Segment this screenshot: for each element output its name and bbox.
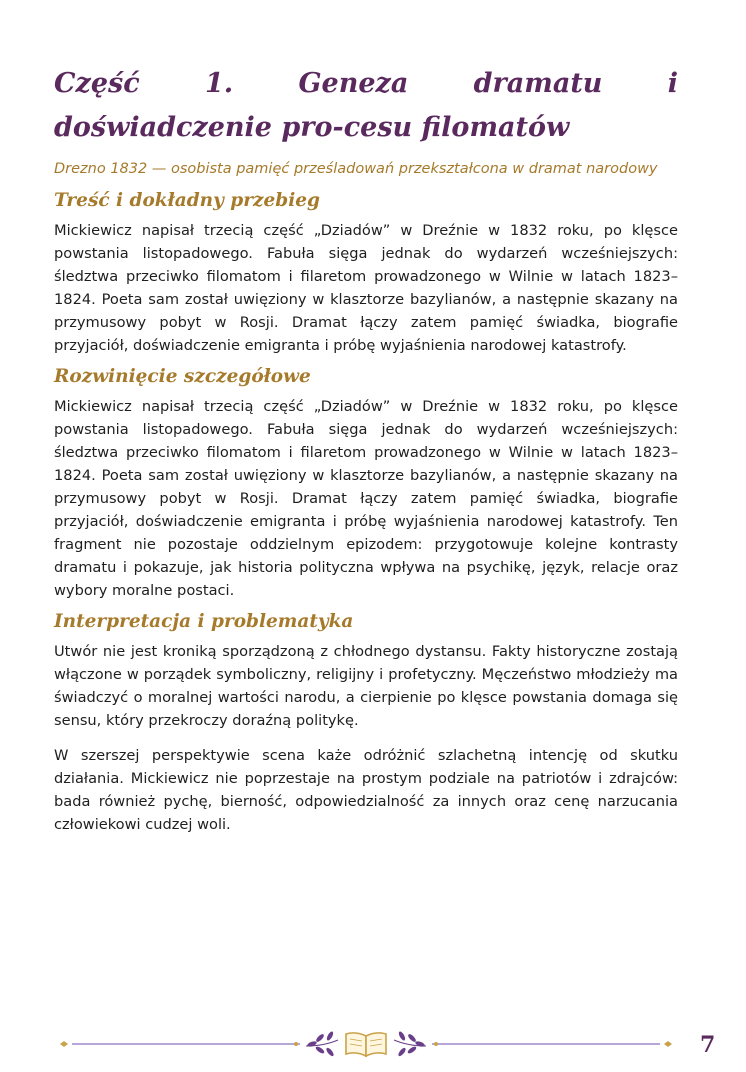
section-heading: Interpretacja i problematyka xyxy=(54,611,354,632)
open-book-icon xyxy=(346,1033,386,1056)
section-interpretation xyxy=(54,608,678,836)
document-page xyxy=(54,62,678,836)
section-heading: Treść i dokładny przebieg xyxy=(54,190,320,211)
ornament-divider xyxy=(54,1024,678,1064)
chapter-title: Część 1. Geneza dramatu i doświadczenie pro-cesu filomatów xyxy=(54,68,678,143)
paragraph: Mickiewicz napisał trzecią część „Dziadów” w Dreźnie w 1832 roku, po klęsce powstania listopadowego. Fabuła sięga jednak do wydarzeń wcześniejszych: śledztwa przeciwko filomatom i filaretom prowadzonego w Wilnie w latach 1823–1824. Poeta sam został uwięziony w klasztorze bazylianów, a następnie skazany na przymusowy pobyt w Rosji. Dramat łączy zatem pamięć świadka, biografie przyjaciół, doświadczenie emigranta i próbę wyjaśnienia narodowej katastrofy. xyxy=(54,222,678,354)
paragraph: Utwór nie jest kroniką sporządzoną z chłodnego dystansu. Fakty historyczne zostają włączone w porządek symboliczny, religijny i profetyczny. Męczeństwo młodzieży ma świadczyć o moralnej wartości narodu, a cierpienie po klęsce powstania domaga się sensu, który przekroczy doraźną politykę. xyxy=(54,643,678,729)
laurel-right-icon xyxy=(394,1031,426,1058)
section-details xyxy=(54,363,678,602)
section-heading: Rozwinięcie szczegółowe xyxy=(54,366,311,387)
chapter-subtitle: Drezno 1832 — osobista pamięć prześladowań przekształcona w dramat narodowy xyxy=(54,161,658,177)
paragraph: Mickiewicz napisał trzecią część „Dziadów” w Dreźnie w 1832 roku, po klęsce powstania listopadowego. Fabuła sięga jednak do wydarzeń wcześniejszych: śledztwa przeciwko filomatom i filaretom prowadzonego w Wilnie w latach 1823–1824. Poeta sam został uwięziony w klasztorze bazylianów, a następnie skazany na przymusowy pobyt w Rosji. Dramat łączy zatem pamięć świadka, biografie przyjaciół, doświadczenie emigranta i próbę wyjaśnienia narodowej katastrofy. Ten fragment nie pozostaje oddzielnym epizodem: przygotowuje kolejne kontrasty dramatu i pokazuje, jak historia polityczna wpływa na psychikę, język, relacje oraz wybory moralne postaci. xyxy=(54,398,678,599)
footer-ornament xyxy=(54,1024,678,1064)
section-content xyxy=(54,187,678,357)
laurel-left-icon xyxy=(306,1031,338,1058)
paragraph: W szerszej perspektywie scena każe odróżnić szlachetną intencję od skutku działania. Mickiewicz nie poprzestaje na prostym podziale na patriotów i zdrajców: bada również pychę, bierność, odpowiedzialność za innych oraz cenę narzucania człowiekowi cudzej woli. xyxy=(54,747,678,833)
page-number: 7 xyxy=(700,1032,716,1058)
